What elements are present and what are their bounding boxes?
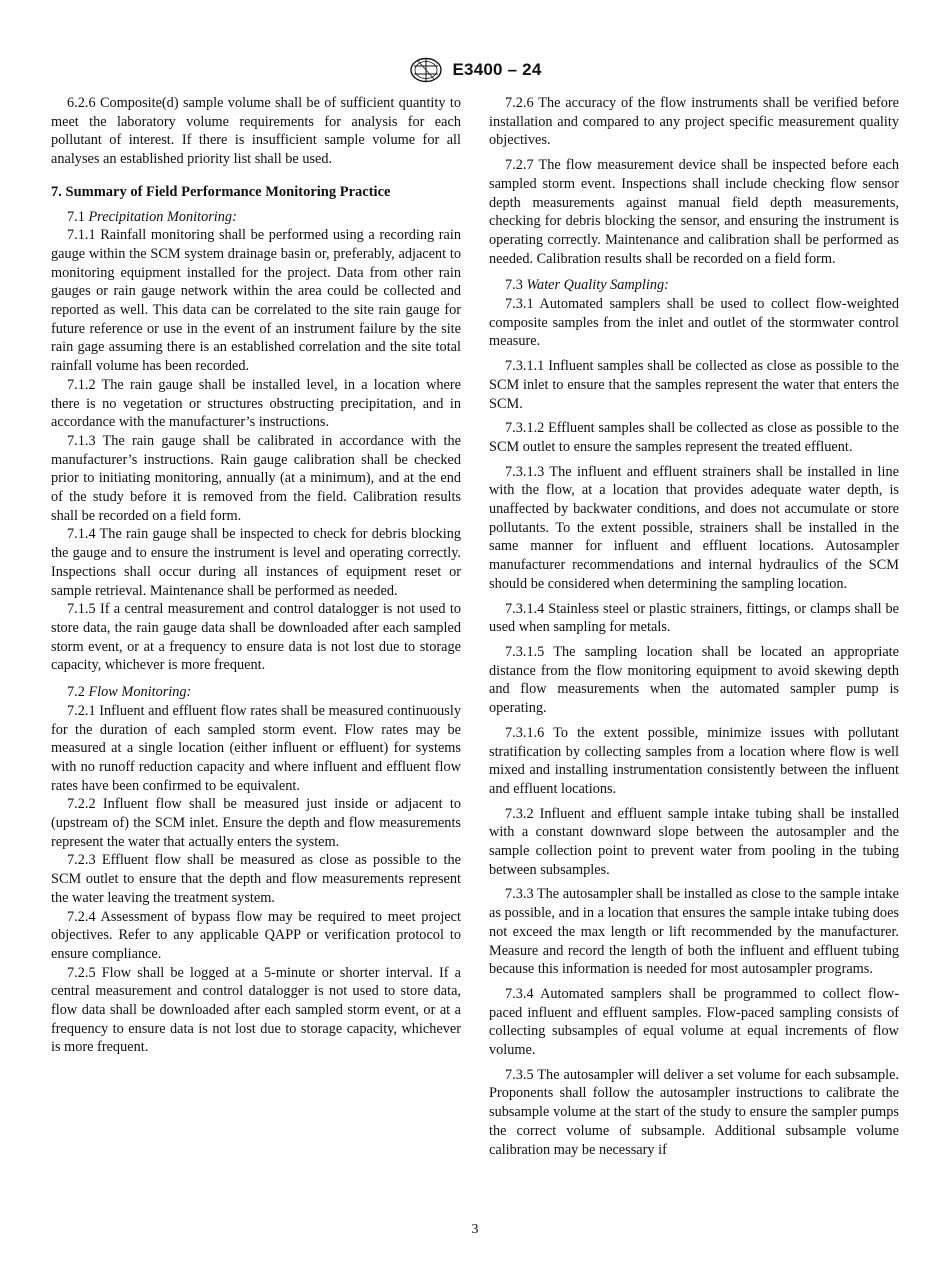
- subsection-title: Precipitation Monitoring:: [88, 208, 237, 225]
- subsection-title: Water Quality Sampling:: [526, 277, 669, 294]
- subsection-7-2-heading: [51, 683, 461, 702]
- subsection-7-1-heading: [51, 208, 461, 227]
- paragraph-7-3-1: 7.3.1 Automated samplers shall be used to collect flow-weighted composite samples from the inlet and outlet of the stormwater control measure.: [489, 296, 899, 350]
- paragraph-7-3-3: 7.3.3 The autosampler shall be installed as close to the sample intake as possible, and in a location that ensures the sample intake tubing does not exceed the max length or lift recommended by the manufacturer. Measure and record the length of both the influent and effluent tubing because this information is needed for most autosampler programs.: [489, 886, 899, 978]
- subsection-number: 7.1: [67, 208, 85, 225]
- subsection-number: 7.3: [505, 277, 523, 294]
- paragraph-7-3-2: 7.3.2 Influent and effluent sample intake tubing shall be installed with a constant downward slope between the autosampler and the sample collection point to prevent water from pooling in the tubing between subsamples.: [489, 805, 899, 878]
- paragraph-7-3-1-2: 7.3.1.2 Effluent samples shall be collected as close as possible to the SCM outlet to ensure the samples represent the treated effluent.: [489, 420, 899, 455]
- paragraph-7-1-5: 7.1.5 If a central measurement and control datalogger is not used to store data, the rain gauge data shall be downloaded after each sampled storm event, or at a frequency to ensure data is not lost due to storage capacity, whichever is more frequent.: [51, 601, 461, 674]
- paragraph-7-3-1-1: 7.3.1.1 Influent samples shall be collected as close as possible to the SCM inlet to ensure that the samples represent the water that enters the SCM.: [489, 358, 899, 412]
- paragraph-7-3-4: 7.3.4 Automated samplers shall be programmed to collect flow-paced influent and effluent samples. Flow-paced sampling consists of collecting subsamples of equal volume at equal increments of flow volume.: [489, 985, 899, 1059]
- paragraph-7-2-4: 7.2.4 Assessment of bypass flow may be required to meet project objectives. Refer to any applicable QAPP or verification protocol to ensure compliance.: [51, 908, 461, 962]
- paragraph-7-2-2: 7.2.2 Influent flow shall be measured just inside or adjacent to (upstream of) the SCM inlet. Ensure the depth and flow measurements represent the water that actually enters the system.: [51, 796, 461, 850]
- subsection-number: 7.2: [67, 684, 85, 701]
- subsection-title: Flow Monitoring:: [88, 684, 192, 701]
- page-number: 3: [471, 1222, 479, 1237]
- paragraph-7-3-1-4: 7.3.1.4 Stainless steel or plastic strainers, fittings, or clamps shall be used when sampling for metals.: [489, 600, 899, 636]
- left-column: [51, 94, 461, 1057]
- right-column: [489, 94, 899, 1159]
- subsection-7-3-heading: [489, 276, 899, 295]
- page-header: [0, 56, 950, 84]
- paragraph-7-3-1-3: 7.3.1.3 The influent and effluent strainers shall be installed in line with the flow, at a location that provides adequate water depth, is unaffected by backwater conditions, and does not accumulate or store pollutants. To the extent possible, strainers shall be installed in the same manner for influent and effluent locations. Autosampler manufacturer recommendations and internal hydraulics of the SCM should be considered when determining the sampling location.: [489, 463, 899, 592]
- paragraph-7-2-7: 7.2.7 The flow measurement device shall be inspected before each sampled storm event. Inspections shall include checking flow sensor depth measurements against manual field depth measurements, checking for debris blocking the sensor, and ensuring the instrument is operating correctly. Maintenance and calibration shall be performed as needed. Calibration results shall be recorded on a field form.: [489, 157, 899, 267]
- paragraph-7-3-5: 7.3.5 The autosampler will deliver a set volume for each subsample. Proponents shall follow the autosampler instructions to calibrate the subsample volume at the start of the study to ensure the sampler pumps the correct volume of subsample. Additional subsample volume calibration may be necessary if: [489, 1066, 899, 1158]
- paragraph-7-1-3: 7.1.3 The rain gauge shall be calibrated in accordance with the manufacturer’s instructions. Rain gauge calibration shall be checked prior to initiating monitoring, annually (at a minimum), and at the end of the study before it is removed from the field. Calibration results shall be recorded on a field form.: [51, 432, 461, 524]
- paragraph-7-1-4: 7.1.4 The rain gauge shall be inspected to check for debris blocking the gauge and to ensure the instrument is level and operating correctly. Inspections shall occur during all instances of equipment reset or sample retrieval. Maintenance shall be performed as needed.: [51, 526, 461, 599]
- paragraph-7-3-1-5: 7.3.1.5 The sampling location shall be located an appropriate distance from the flow monitoring equipment to avoid skewing depth and flow measurements when the automated sampler pump is operating.: [489, 643, 899, 717]
- paragraph-6-2-6: 6.2.6 Composite(d) sample volume shall be of sufficient quantity to meet the laboratory volume requirements for analysis for each pollutant of interest. If there is insufficient sample volume for all analyses an established priority list shall be used.: [51, 95, 461, 168]
- paragraph-7-2-5: 7.2.5 Flow shall be logged at a 5-minute or shorter interval. If a central measurement and control datalogger is not used to store data, flow data shall be downloaded after each sampled storm event, or at a frequency to ensure data is not lost due to storage capacity, whichever is more frequent.: [51, 964, 461, 1056]
- paragraph-7-2-3: 7.2.3 Effluent flow shall be measured as close as possible to the SCM outlet to ensure that the depth and flow measurements represent the water leaving the treatment system.: [51, 852, 461, 906]
- paragraph-7-3-1-6: 7.3.1.6 To the extent possible, minimize issues with pollutant stratification by collecting samples from a location where flow is well mixed and installing instrumentation consistently between the influent and effluent locations.: [489, 724, 899, 797]
- paragraph-7-2-1: 7.2.1 Influent and effluent flow rates shall be measured continuously for the duration of each sampled storm event. Flow rates may be measured at a single location (either influent or effluent) for systems with no runoff reduction capacity and where influent and effluent flow rates have been confirmed to be equivalent.: [51, 702, 461, 794]
- astm-logo-icon: [409, 57, 443, 83]
- paragraph-7-1-1: 7.1.1 Rainfall monitoring shall be performed using a recording rain gauge within the SCM system drainage basin or, preferably, adjacent to monitoring equipment installed for the project. Data from other rain gauges or rain gauge network within the area could be collected and reported as well. This data can be correlated to the site rain gauge for future reference or use in the event of an instrument failure by the site rain gage assuming there is an established correlation and the site total rainfall volume has been recorded.: [51, 227, 461, 375]
- standard-designation: E3400 – 24: [452, 60, 542, 79]
- section-7-heading: 7. Summary of Field Performance Monitoring Practice: [51, 183, 391, 200]
- paragraph-7-1-2: 7.1.2 The rain gauge shall be installed level, in a location where there is no vegetation or structures obstructing precipitation, and in accordance with the manufacturer’s instructions.: [51, 376, 461, 431]
- paragraph-7-2-6: 7.2.6 The accuracy of the flow instruments shall be verified before installation and compared to any project specific measurement quality objectives.: [489, 95, 899, 149]
